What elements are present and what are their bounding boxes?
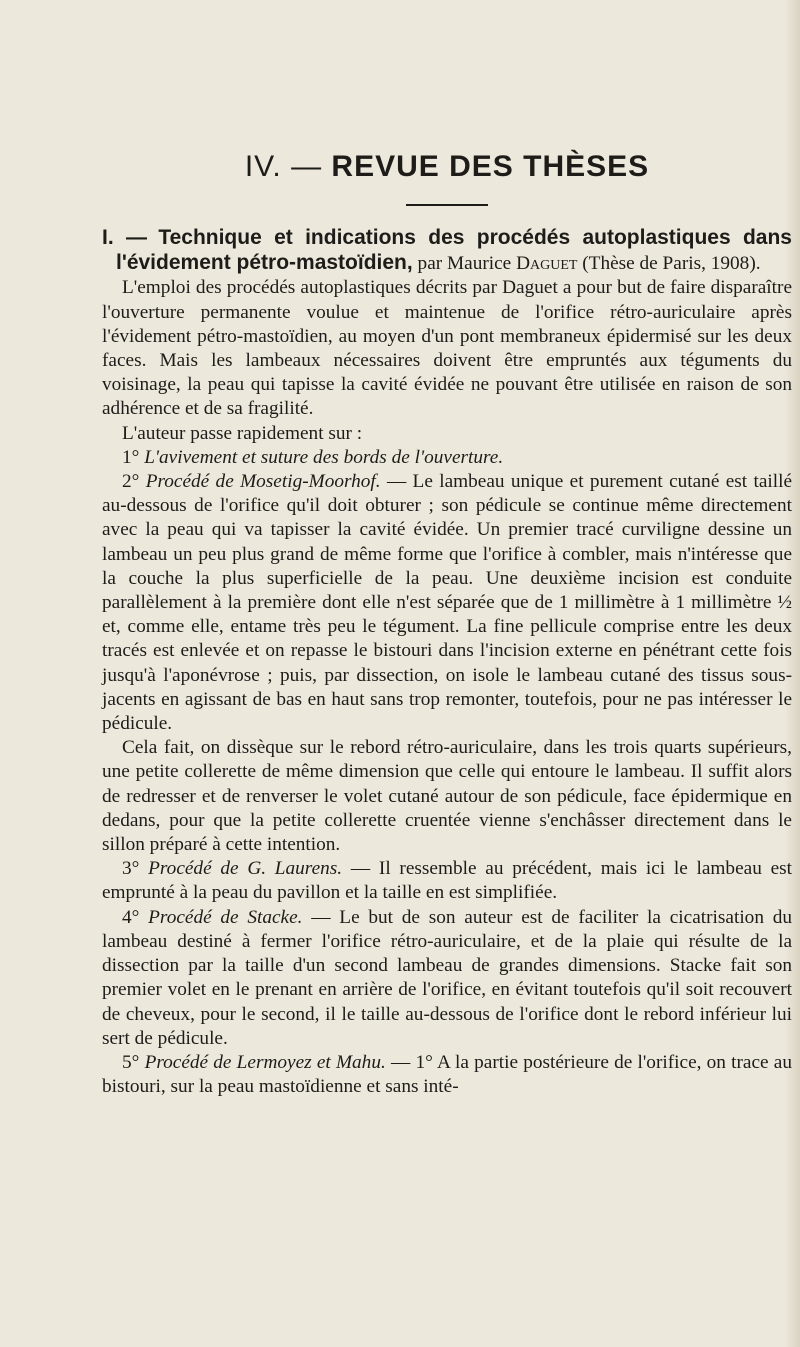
procedure-name: L'avivement et suture des bords de l'ouverture. xyxy=(144,446,504,468)
procedure-text: — Le but de son auteur est de faciliter la cicatrisation du lambeau destiné à fermer l'orifice rétro-auriculaire, et de la plaie qui résulte de la dissection par la taille d'un second lambeau de grandes dimensions. Stacke fait son premier volet en le prenant en arrière de l'orifice, en évitant toutefois qu'il soit recouvert de cheveux, pour le second, il le taille au-dessous de l'orifice dont le rebord inférieur lui sert de pédicule. xyxy=(102,906,792,1049)
chapter-title xyxy=(102,150,792,184)
procedure-1 xyxy=(102,446,792,470)
procedure-number: 2° xyxy=(122,471,140,493)
procedure-number: 3° xyxy=(122,858,140,880)
procedure-number: 1° xyxy=(122,446,140,468)
paragraph: L'emploi des procédés autoplastiques décrits par Daguet a pour but de faire disparaître l'ouverture permanente voulue et maintenue de l'orifice rétro-auriculaire après l'évidement pétro-mastoïdien, au moyen d'un pont membraneux épidermisé sur les deux faces. Mais les lambeaux nécessaires doivent être empruntés aux téguments du voisinage, la peau qui tapisse la cavité évidée ne pouvant être utilisée en raison de son adhérence et de sa fragilité. xyxy=(102,277,792,420)
procedure-2 xyxy=(102,470,792,736)
page-content xyxy=(102,150,792,1099)
thesis-author: Daguet xyxy=(516,253,578,275)
procedure-number: 5° xyxy=(122,1051,140,1073)
thesis-source: (Thèse de Paris, 1908). xyxy=(582,253,761,275)
procedure-name: Procédé de Mosetig-Moorhof. xyxy=(145,471,381,493)
thesis-title: Technique et indications des procédés autoplastiques dans l'évidement pétro-mastoïdien, xyxy=(116,226,792,275)
procedure-text: — Le lambeau unique et purement cutané est taillé au-dessous de l'orifice qu'il doit obturer ; son pédicule se continue même directement avec la peau qui va tapisser la cavité évidée. Un premier tracé curviligne dessine un lambeau un peu plus grand de même forme que l'orifice à combler, mais n'intéresse que la couche la plus superficielle de la peau. Une deuxième incision est conduite parallèlement à la première dont elle n'est séparée que de 1 millimètre à 1 millimètre ½ et, comme elle, entame très peu le tégument. La fine pellicule comprise entre les deux tracés est enlevée et on repasse le bistouri dans l'incision externe en pénétrant cette fois jusqu'à l'aponévrose ; puis, par dissection, on isole le lambeau cutané des tissus sous-jacents en agissant de bas en haut sans trop remonter, toutefois, pour ne pas intéresser le pédicule. xyxy=(102,471,793,735)
procedure-text: — Il ressemble au précédent, mais ici le lambeau est emprunté à la peau du pavillon et la taille en est simplifiée. xyxy=(102,858,792,904)
procedure-2-continuation: Cela fait, on dissèque sur le rebord rétro-auriculaire, dans les trois quarts supérieurs, une petite collerette de même dimension que celle qui entoure le lambeau. Il suffit alors de redresser et de renverser le volet cutané autour de son pédicule, face épidermique en dedans, pour que la petite collerette cruentée vienne s'enchâsser directement dans le sillon préparé à cette intention. xyxy=(102,737,792,856)
procedure-number: 4° xyxy=(122,906,140,928)
procedure-name: Procédé de Stacke. xyxy=(148,906,303,928)
procedure-5 xyxy=(102,1051,792,1099)
procedure-4 xyxy=(102,906,792,1051)
title-rule xyxy=(406,204,488,206)
procedure-text: — 1° A la partie postérieure de l'orifice, on trace au bistouri, sur la peau mastoïdienne et sans inté- xyxy=(102,1051,792,1098)
procedure-3 xyxy=(102,857,792,905)
chapter-numeral: IV. — xyxy=(244,150,323,183)
thesis-by: par Maurice xyxy=(417,253,512,275)
thesis-heading xyxy=(102,226,792,276)
procedure-name: Procédé de G. Laurens. xyxy=(148,858,343,880)
chapter-title-text: REVUE DES THÈSES xyxy=(331,150,650,183)
procedure-name: Procédé de Lermoyez et Mahu. xyxy=(144,1051,386,1073)
paragraph: L'auteur passe rapidement sur : xyxy=(122,422,363,444)
thesis-number: I. — xyxy=(102,226,147,249)
